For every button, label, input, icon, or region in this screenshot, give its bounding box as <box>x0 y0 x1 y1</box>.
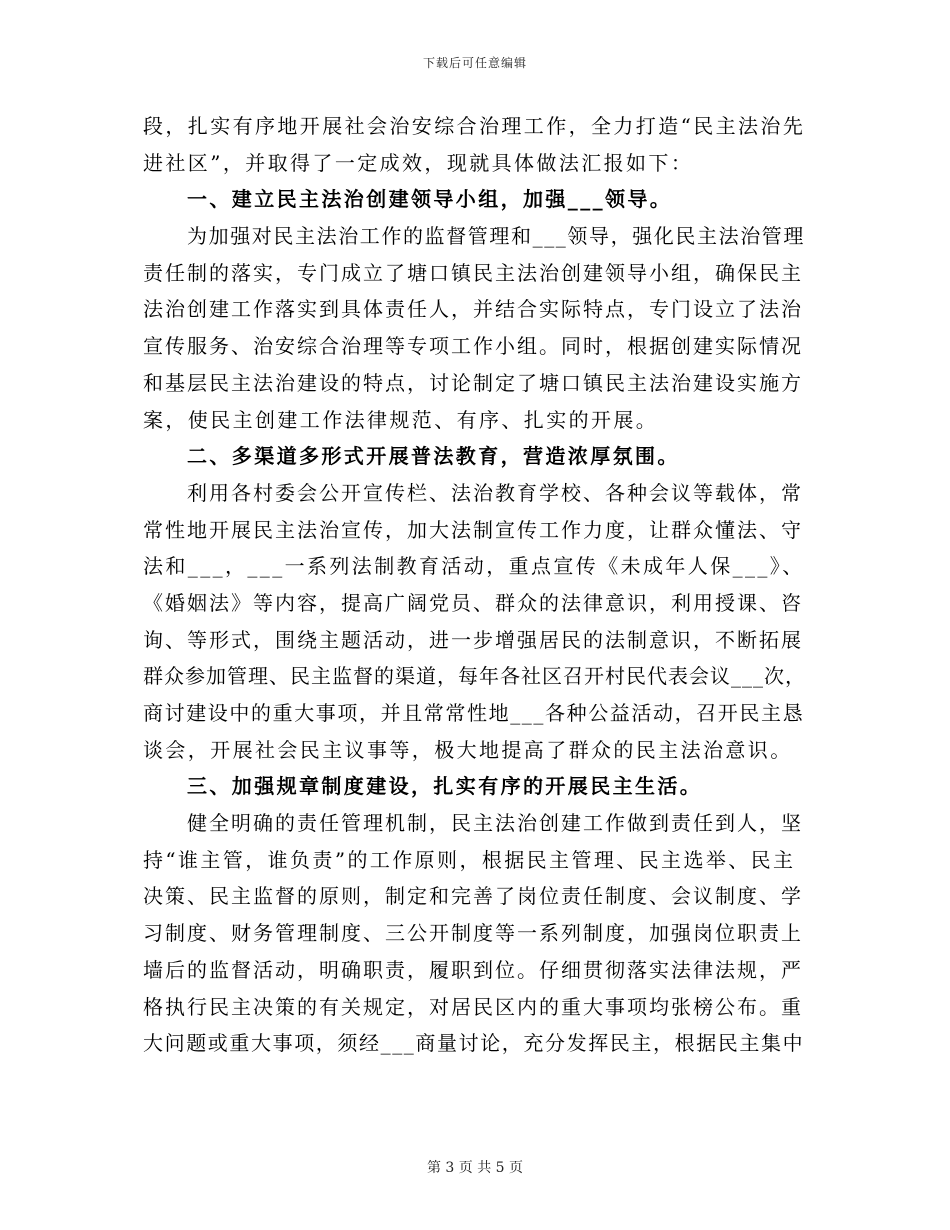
paragraph-line: 宣传服务、治安综合治理等专项工作小组。同时，根据创建实际情况 <box>143 334 803 359</box>
paragraph-line: 利用各村委会公开宣传栏、法治教育学校、各种会议等载体，常 <box>187 480 803 505</box>
paragraph-line: 健全明确的责任管理机制，民主法治创建工作做到责任到人，坚 <box>187 811 803 836</box>
paragraph-line: 和基层民主法治建设的特点，讨论制定了塘口镇民主法治建设实施方 <box>143 370 803 395</box>
paragraph-line: 段，扎实有序地开展社会治安综合治理工作，全力打造“民主法治先 <box>143 114 806 138</box>
page-footer: 第 3 页 共 5 页 <box>426 1160 524 1176</box>
document-body <box>143 108 807 1062</box>
paragraph-line: 谈会，开展社会民主议事等，极大地提高了群众的民主法治意识。 <box>143 737 793 762</box>
paragraph-line: 大问题或重大事项，须经___商量讨论，充分发挥民主，根据民主集中 <box>143 1031 805 1056</box>
paragraph-line: 法和___，___一系列法制教育活动，重点宣传《未成年人保___》、 <box>143 554 805 579</box>
paragraph-line: 格执行民主决策的有关规定，对居民区内的重大事项均张榜公布。重 <box>143 994 803 1019</box>
paragraph-line: 商讨建设中的重大事项，并且常常性地___各种公益活动，召开民主恳 <box>143 701 805 725</box>
paragraph-line: 进社区”，并取得了一定成效，现就具体做法汇报如下： <box>143 150 694 175</box>
paragraph-line: 墙后的监督活动，明确职责，履职到位。仔细贯彻落实法律法规，严 <box>143 957 803 982</box>
paragraph-line: 群众参加管理、民主监督的渠道，每年各社区召开村民代表会议___次， <box>143 664 806 689</box>
paragraph-line: 持“谁主管，谁负责”的工作原则，根据民主管理、民主选举、民主 <box>143 847 796 872</box>
section-heading: 二、多渠道多形式开展普法教育，营造浓厚氛围。 <box>187 444 680 469</box>
page-header: 下载后可任意编辑 <box>422 56 527 70</box>
paragraph-line: 法治创建工作落实到具体责任人，并结合实际特点，专门设立了法治 <box>143 297 803 322</box>
paragraph-line: 《婚姻法》等内容，提高广阔党员、群众的法律意识，利用授课、咨 <box>143 590 803 615</box>
paragraph-line: 询、等形式，围绕主题活动，进一步增强居民的法制意识，不断拓展 <box>143 627 803 652</box>
paragraph-line: 责任制的落实，专门成立了塘口镇民主法治创建领导小组，确保民主 <box>143 260 803 285</box>
paragraph-line: 决策、民主监督的原则，制定和完善了岗位责任制度、会议制度、学 <box>143 884 803 909</box>
section-heading: 一、建立民主法治创建领导小组，加强___领导。 <box>187 187 673 212</box>
paragraph-line: 为加强对民主法治工作的监督管理和___领导，强化民主法治管理 <box>187 224 805 249</box>
paragraph-line: 案，使民主创建工作法律规范、有序、扎实的开展。 <box>143 407 659 432</box>
paragraph-line: 常性地开展民主法治宣传，加大法制宣传工作力度，让群众懂法、守 <box>143 517 803 542</box>
section-heading: 三、加强规章制度建设，扎实有序的开展民主生活。 <box>187 774 703 799</box>
paragraph-line: 习制度、财务管理制度、三公开制度等一系列制度，加强岗位职责上 <box>143 921 803 946</box>
